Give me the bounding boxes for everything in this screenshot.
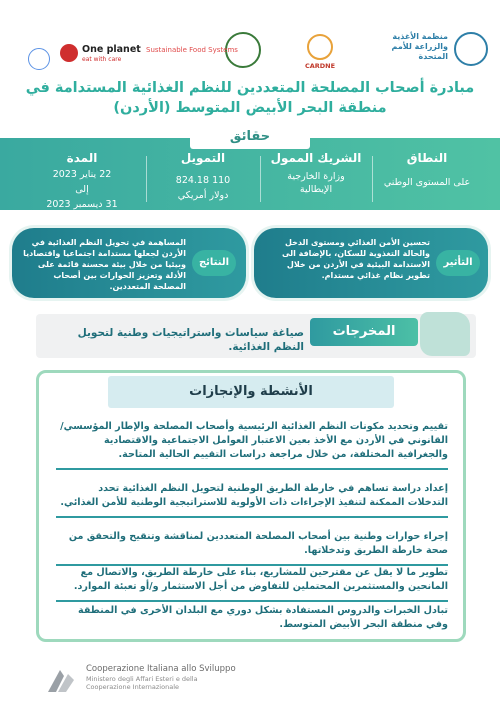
- footer-org: Cooperazione Italiana allo Sviluppo: [86, 664, 236, 674]
- fact-funding-amount: 110 824.18: [175, 175, 231, 186]
- oneplanet-tagline: eat with care: [82, 56, 122, 63]
- cardne-emblem-icon: [307, 34, 333, 60]
- cardne-label: CARDNE: [304, 62, 336, 70]
- outcome-card: [12, 228, 246, 298]
- fact-duration-label: المدة: [66, 151, 98, 165]
- oneplanet-globe-icon: [60, 44, 78, 62]
- fao-logo-icon: [454, 32, 488, 66]
- fact-funding: [148, 150, 258, 202]
- jordan-map-icon: [420, 312, 470, 356]
- fact-partner-value: وزارة الخارجية الإيطالية: [287, 171, 345, 195]
- cooperazione-logo-icon: [46, 666, 76, 694]
- page-title: مبادرة أصحاب المصلحة المتعددين للنظم الغذائية المستدامة في منطقة البحر الأبيض المتوسط (الأردن): [25, 80, 475, 116]
- fact-duration: [22, 150, 142, 211]
- fact-divider: [372, 156, 373, 202]
- fact-duration-end: 31 ديسمبر 2023: [46, 199, 118, 210]
- fao-name: منظمة الأغذية والزراعة للأمم المتحدة: [391, 32, 448, 61]
- fact-duration-start: 22 يناير 2023: [52, 169, 112, 180]
- activity-item: تقييم وتحديد مكونات النظم الغذائية الرئيسية وأصحاب المصلحة والإطار المؤسسي/ القانوني في الأردن مع الأخذ بعين الاعتبار العوامل الاجتماعية والاقتصادية والجغرافية المختلفة، من خلال مراجعة دراسات التقييم الحالية المتاحة.: [56, 420, 448, 470]
- activity-item: تبادل الخبرات والدروس المستفادة بشكل دوري مع البلدان الأخرى في المنطقة وفي منطقة البحر الأبيض المتوسط.: [78, 605, 448, 630]
- sfs-logo-text: Sustainable Food Systems: [146, 46, 238, 54]
- activity-item: إعداد دراسة تساهم في خارطة الطريق الوطنية لتحويل النظم الغذائية تحدد التدخلات الممكنة لتنفيذ الإجراءات ذات الأولوية للاستراتيجية الوطنية للأمن الغذائي.: [56, 482, 448, 518]
- impact-text: تحسين الأمن الغذائي ومستوى الدخل والحالة التغذوية للسكان، بالإضافة الى الاستدامة البيئية في الأردن من خلال تطوير نظام غذائي مستدام.: [281, 238, 430, 280]
- outcome-text: المساهمة في تحويل النظم الغذائية في الأردن لجعلها مستدامة اجتماعيا واقتصاديا وبيئيا من خلال بيئة محسنة قائمة على الأدلة وتعزيز الحوارات بين أصحاب المصلحة المتعددين.: [23, 238, 186, 291]
- oneplanet-title: One planet: [82, 44, 141, 55]
- impact-card: [254, 228, 488, 298]
- footer-logo: [46, 662, 236, 702]
- logos-row: [0, 14, 500, 72]
- fact-funding-label: التمويل: [180, 151, 226, 165]
- fact-partner-label: الشريك الممول: [270, 151, 362, 165]
- fact-duration-mid: إلى: [75, 184, 89, 195]
- fact-scope: [372, 150, 482, 189]
- fact-funding-unit: دولار أمريكي: [177, 190, 229, 201]
- activity-item: إجراء حوارات وطنية بين أصحاب المصلحة المتعددين لمناقشة وتنقيح والتحقق من صحة خارطة الطريق وتدخلاتها.: [56, 530, 448, 566]
- cardne-logo: [300, 34, 340, 70]
- fact-divider: [260, 156, 261, 202]
- outputs-text: صياغة سياسات واستراتيجيات وطنية لتحويل النظم الغذائية.: [77, 327, 304, 353]
- activity-item: تطوير ما لا يقل عن مقترحين للمشاريع، بناء على خارطة الطريق، والاتصال مع المانحين والمستثمرين المحتملين للتفاوض من أجل الاستثمار و/أو تعبئة الموارد.: [56, 566, 448, 602]
- fact-partner: [262, 150, 370, 196]
- fact-scope-label: النطاق: [406, 151, 448, 165]
- fact-scope-value: على المستوى الوطني: [383, 177, 471, 188]
- activities-heading: الأنشطة والإنجازات: [108, 376, 394, 408]
- outputs-tag: المخرجات: [310, 318, 418, 346]
- un-emblem-icon: [28, 48, 50, 70]
- facts-heading: حقائق: [190, 125, 310, 149]
- outcome-tag: النتائج: [192, 250, 236, 276]
- fact-divider: [146, 156, 147, 202]
- footer-sub: Ministero degli Affari Esteri e della Cooperazione Internazionale: [86, 675, 198, 691]
- impact-tag: التأثير: [436, 250, 480, 276]
